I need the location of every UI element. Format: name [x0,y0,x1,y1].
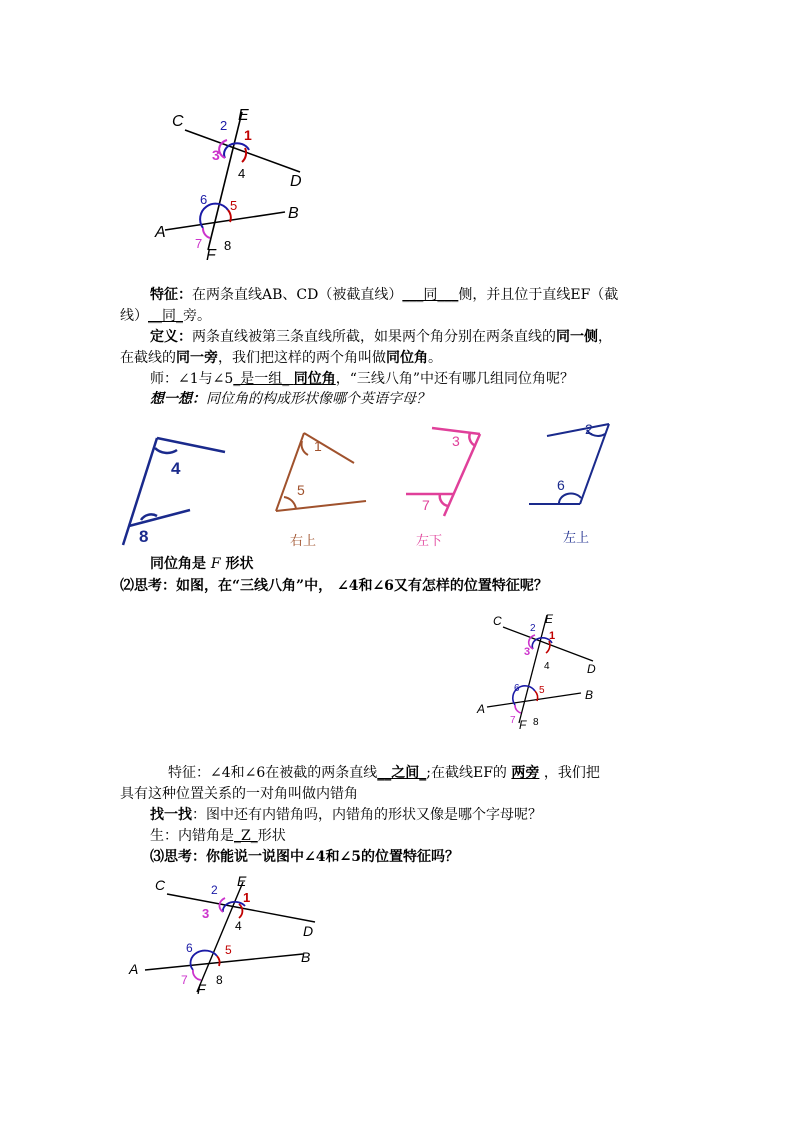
conclusion-text-b: 形状 [225,556,254,572]
fig2-label-D: D [587,662,596,676]
find-text: ：图中还有内错角吗，内错角的形状又像是哪个字母呢？ [192,807,542,823]
fig2-label-C: C [493,614,502,628]
figure-three-lines-middle [475,605,610,730]
label-8: 8 [224,238,232,253]
question-2-text: 思考：如图，在“三线八角”中， ∠4和∠6又有怎样的位置特征呢？ [134,578,548,594]
label-3: 3 [212,147,220,163]
fig3-label-7: 7 [181,973,188,987]
definition-line-2 [120,348,442,368]
feature-line2-a: 线） [120,308,148,324]
label-6: 6 [200,192,208,207]
shape-3-7 [400,420,490,555]
question-2-number: ⑵ [120,578,134,594]
fig3-label-4: 4 [235,919,242,933]
label-1: 1 [244,127,252,143]
fig3-label-F: F [197,981,206,995]
think-label: 想一想： [150,391,206,407]
fig2-label-5: 5 [539,685,545,696]
fig2-label-6: 6 [514,683,520,694]
definition-text-a: 两条直线被第三条直线所截，如果两个角分别在两条直线的 [192,329,556,345]
fig2-label-8: 8 [533,717,539,728]
feature-line2-b: 旁。 [183,308,211,324]
shape2-label-5: 5 [297,482,305,498]
fig2-label-A: A [477,702,486,716]
shape-4-8 [115,430,235,555]
shape-1-5 [270,425,370,555]
fig2-label-E: E [545,612,554,626]
conclusion-line [150,554,253,574]
teacher-bold: 同位角 [293,371,336,387]
fig3-label-3: 3 [202,906,210,921]
teacher-blank: _是一组_ [233,371,294,387]
fig3-label-D: D [303,923,314,939]
student-text-b: 形状 [257,828,286,844]
label-E: E [238,107,249,124]
feature-blank-2: __同_ [148,308,183,324]
feature-text-b: 侧，并且位于直线EF（截 [458,287,619,303]
feature-2-text-a: 特征：∠4和∠6在被截的两条直线 [168,765,378,781]
feature-2-line-1 [168,763,600,783]
label-F: F [206,247,216,260]
fig2-label-B: B [585,688,594,702]
fig2-label-F: F [519,718,527,730]
label-5: 5 [230,198,238,213]
conclusion-text-a: 同位角是 [150,556,206,572]
conclusion-letter: F [210,556,221,572]
fig3-label-A: A [129,961,139,977]
feature-2-text-c: ，我们把 [539,765,600,781]
shape-2-6 [525,418,620,555]
definition-bold-2: 同一旁 [176,350,218,366]
shape1-label-8: 8 [139,527,149,546]
fig2-label-2: 2 [530,623,536,634]
label-7: 7 [195,236,203,251]
shape3-caption: 左下 [416,533,443,548]
definition-line-1 [150,327,612,347]
figure-lines [165,112,300,250]
teacher-line [150,369,574,389]
fig2-label-4: 4 [544,661,550,672]
label-2: 2 [220,118,228,133]
definition-label: 定义： [150,329,192,345]
shape2-caption: 右上 [290,533,317,548]
label-C: C [172,113,184,130]
fig3-label-6: 6 [186,941,193,955]
feature-line-1 [150,285,618,305]
shape4-label-6: 6 [557,477,565,493]
student-text-a: 生：内错角是 [150,828,234,844]
shape1-label-4: 4 [171,459,181,478]
feature-text: 在两条直线AB、CD（被截直线） [192,287,403,303]
shape4-caption: 左上 [563,530,590,545]
feature-blank-1: ___同___ [402,287,459,303]
student-line [150,826,286,846]
shape3-label-3: 3 [452,433,460,449]
feature-line-2 [120,306,211,326]
teacher-text-b: ，“三线八角”中还有哪几组同位角呢？ [335,371,575,387]
question-3-number: ⑶ [150,849,164,865]
question-3 [150,847,459,867]
definition-bold-1: 同一侧 [556,329,598,345]
fig3-label-8: 8 [216,973,223,987]
definition-line2-b: ，我们把这样的两个角叫做 [218,350,386,366]
feature-label: 特征： [150,287,192,303]
fig2-label-1: 1 [549,630,556,642]
fig3-label-2: 2 [211,883,218,897]
student-blank: _Z_ [234,828,258,844]
definition-bold-3: 同位角 [386,350,428,366]
shape4-label-2: 2 [585,421,593,437]
label-D: D [290,173,302,190]
figure-three-lines-top [150,100,320,260]
feature-2-line-2: 具有这种位置关系的一对角叫做内错角 [120,786,358,802]
fig2-label-3: 3 [524,646,531,658]
label-B: B [288,205,299,222]
feature-2-blank-2: 两旁 [511,765,540,781]
definition-text-b: ， [598,329,612,345]
feature-2-blank-1: __之间_ [377,765,427,781]
figure-three-lines-bottom [125,870,325,995]
fig3-label-C: C [155,877,166,893]
fig3-label-B: B [301,949,311,965]
question-2 [120,576,548,596]
definition-line2-a: 在截线的 [120,350,176,366]
definition-line2-c: 。 [428,350,442,366]
think-line [150,389,430,409]
find-label: 找一找 [150,807,192,823]
fig2-label-7: 7 [510,715,516,726]
label-A: A [155,224,166,241]
fig3-label-E: E [237,873,247,889]
question-3-text: 思考：你能说一说图中∠4和∠5的位置特征吗？ [164,849,459,865]
teacher-text-a: 师：∠1与∠5 [150,371,234,387]
shape3-label-7: 7 [422,497,430,513]
think-text: 同位角的构成形状像哪个英语字母？ [206,391,430,407]
find-line [150,805,542,825]
shape2-label-1: 1 [314,438,322,454]
label-4: 4 [238,166,246,181]
fig3-label-5: 5 [225,943,232,957]
fig3-label-1: 1 [243,890,251,905]
feature-2-text-b: ;在截线EF的 [426,765,512,781]
